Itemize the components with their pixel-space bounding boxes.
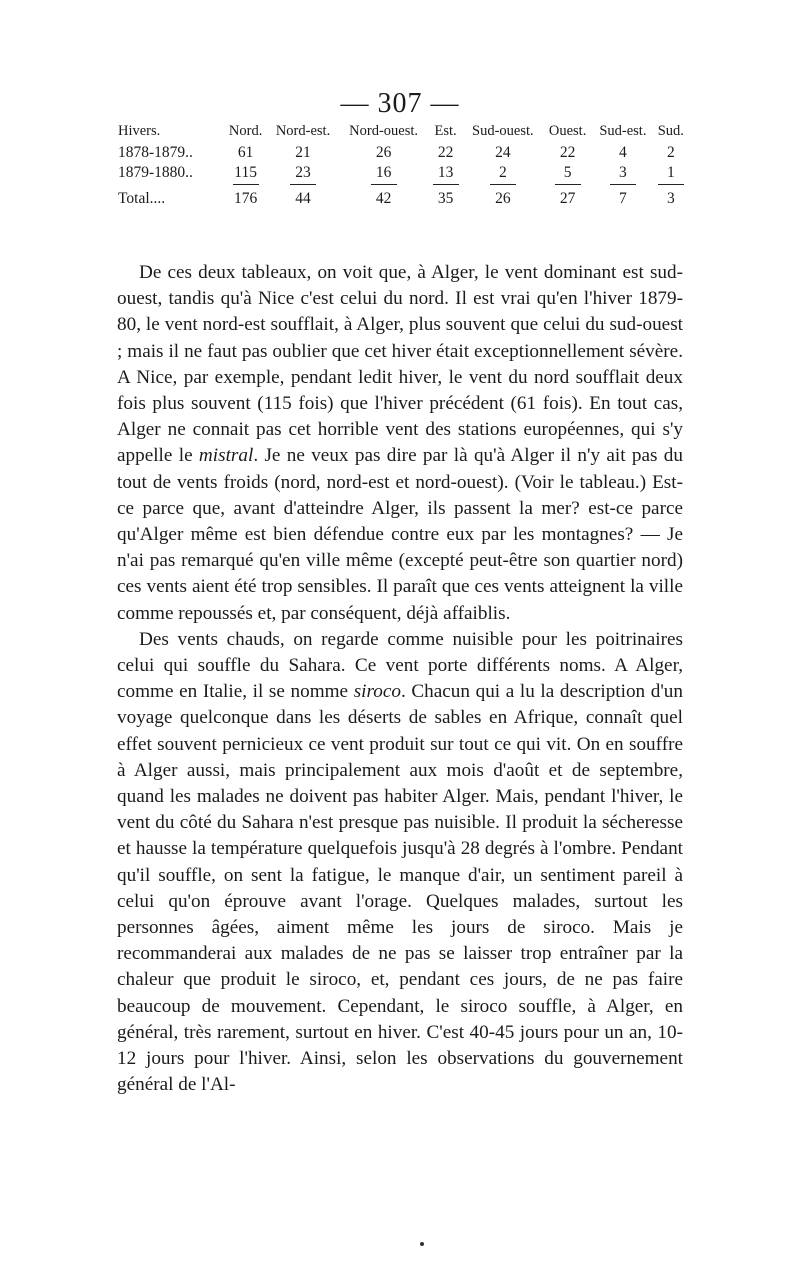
table-cell: 22 <box>437 143 454 161</box>
column-header: Est. <box>434 123 457 139</box>
body-text <box>117 260 683 1099</box>
column-header: Nord-ouest. <box>349 123 419 139</box>
total-row <box>118 191 688 212</box>
table-cell: 2 <box>666 143 675 161</box>
paragraph: Des vents chauds, on regarde comme nuisible pour les poitrinaires celui qui souffle du Sahara. Ce vent porte différents noms. A Alger, comme en Italie, il se nomme siroco. Chacun qui a lu la description d'un voyage quelconque dans les déserts de sables en Afrique, connaît quel effet souvent pernicieux ce vent produit sur tout ce qui vit. On en souffre à Alger aussi, mais principalement aux mois d'août et de septembre, quand les malades ne doivent pas habiter Alger. Mais, pendant l'hiver, le vent du côté du Sahara n'est presque pas nuisible. Il produit la sécheresse et hausse la température quelquefois jusqu'à 28 degrés à l'ombre. Pendant qu'il souffle, on sent la fatigue, le manque d'air, un sentiment pareil à celui qu'on éprouve avant l'orage. Quelques malades, surtout les personnes âgées, aiment même les jours de siroco. Mais je recommanderai aux malades de ne pas se laisser trop entraîner par la chaleur que produit le siroco, et, pendant ces jours, de ne pas faire beaucoup de mouvement. Cependant, le siroco souffle, à Alger, en général, très rarement, surtout en hiver. C'est 40-45 jours pour un an, 10-12 jours pour l'hiver. Ainsi, selon les observations du gouvernement général de l'Al- <box>117 628 683 1096</box>
column-header: Hivers. <box>118 123 161 139</box>
table-cell: 61 <box>237 143 254 161</box>
table-cell: 27 <box>559 189 576 207</box>
table-cell: 1 <box>666 164 675 181</box>
column-header: Nord. <box>228 123 263 139</box>
table-cell: 3 <box>619 164 627 181</box>
column-header: Ouest. <box>548 123 587 139</box>
row-label: 1879-1880.. <box>118 164 193 181</box>
table-cell: 13 <box>437 164 454 181</box>
table-cell: 44 <box>295 189 311 207</box>
table-cell: 42 <box>375 189 392 207</box>
table-cell: 7 <box>619 189 627 207</box>
table-cell: 23 <box>295 164 311 181</box>
row-label: Total.... <box>118 189 166 207</box>
table-cell: 22 <box>559 143 576 161</box>
table-cell: 24 <box>495 143 511 161</box>
table-cell: 16 <box>375 164 392 181</box>
table-row <box>118 145 688 166</box>
table-cell: 35 <box>437 189 454 207</box>
column-header: Sud-est. <box>599 123 647 139</box>
sum-rule-row <box>118 184 688 191</box>
column-header: Nord-est. <box>275 123 331 139</box>
table-cell: 26 <box>495 189 511 207</box>
table-cell: 5 <box>563 164 572 181</box>
column-header: Sud-ouest. <box>472 123 534 139</box>
page-number: — 307 — <box>340 88 460 119</box>
wind-table <box>118 124 688 211</box>
table-header-row <box>118 124 688 145</box>
table-cell: 21 <box>295 143 311 161</box>
column-header: Sud. <box>657 123 684 139</box>
table-cell: 176 <box>234 189 258 207</box>
paragraph: De ces deux tableaux, on voit que, à Alger, le vent dominant est sud-ouest, tandis qu'à Nice c'est celui du nord. Il est vrai qu'en l'hiver 1879-80, le vent nord-est soufflait, à Alger, plus souvent que celui du sud-ouest ; mais il ne faut pas oublier que cet hiver était exceptionnellement sévère. A Nice, par exemple, pendant ledit hiver, le vent du nord soufflait deux fois plus souvent (115 fois) que l'hiver précédent (61 fois). En tout cas, Alger ne connait pas cet horrible vent des stations européennes, qui s'y appelle le mistral. Je ne veux pas dire par là qu'à Alger il n'y ait pas du tout de vents froids (nord, nord-est et nord-ouest). (Voir le tableau.) Est-ce parce que, avant d'atteindre Alger, ils passent la mer? est-ce parce qu'Alger même est bien défendue contre eux par les montagnes? — Je n'ai pas remarqué qu'en ville même (excepté peut-être son quartier nord) ces vents aient été trop sensibles. Il paraît que ces vents atteignent la ville comme repoussés et, par conséquent, déjà affaiblis. <box>117 262 683 624</box>
table-cell: 26 <box>375 143 392 161</box>
footer-mark <box>420 1242 424 1246</box>
table-cell: 3 <box>666 189 675 207</box>
table-cell: 4 <box>619 143 627 161</box>
table-row <box>118 165 688 184</box>
table-cell: 115 <box>234 164 257 181</box>
row-label: 1878-1879.. <box>118 143 193 161</box>
table-cell: 2 <box>498 164 507 181</box>
